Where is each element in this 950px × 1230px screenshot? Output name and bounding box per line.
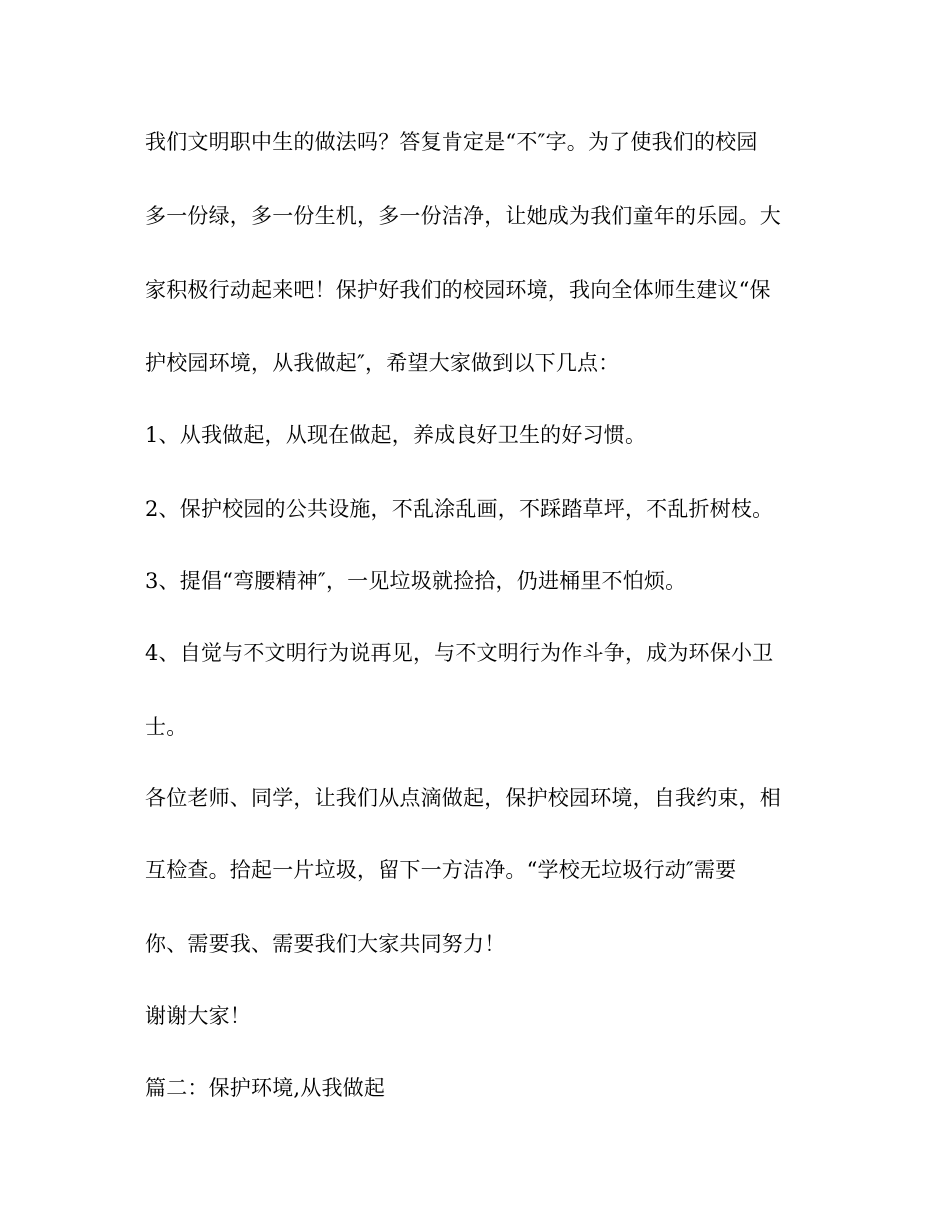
paragraph-line-1: 我们文明职中生的做法吗？答复肯定是“不″字。为了使我们的校园	[145, 130, 758, 154]
list-item-3: 3、提倡“弯腰精神″，一见垃圾就捡拾，仍进桶里不怕烦。	[145, 569, 687, 593]
list-item-4: 4、自觉与不文明行为说再见，与不文明行为作斗争，成为环保小卫	[145, 641, 774, 665]
paragraph-line-3: 家积极行动起来吧！保护好我们的校园环境，我向全体师生建议“保	[145, 278, 771, 302]
closing-thanks: 谢谢大家！	[145, 1004, 251, 1028]
section-heading: 篇二：保护环境,从我做起	[145, 1076, 386, 1100]
paragraph-line-7: 你、需要我、需要我们大家共同努力！	[145, 932, 506, 956]
paragraph-line-5: 各位老师、同学，让我们从点滴做起，保护校园环境，自我约束，相	[145, 786, 781, 810]
paragraph-line-4: 护校园环境，从我做起″，希望大家做到以下几点：	[145, 351, 620, 375]
list-item-4-continued: 士。	[145, 715, 188, 739]
paragraph-line-6: 互检查。拾起一片垃圾，留下一方洁净。“学校无垃圾行动″需要	[145, 858, 737, 882]
paragraph-line-2: 多一份绿，多一份生机，多一份洁净，让她成为我们童年的乐园。大	[145, 204, 781, 228]
list-item-1: 1、从我做起，从现在做起，养成良好卫生的好习惯。	[145, 423, 647, 447]
list-item-2: 2、保护校园的公共设施，不乱涂乱画，不踩踏草坪，不乱折树枝。	[145, 497, 774, 521]
